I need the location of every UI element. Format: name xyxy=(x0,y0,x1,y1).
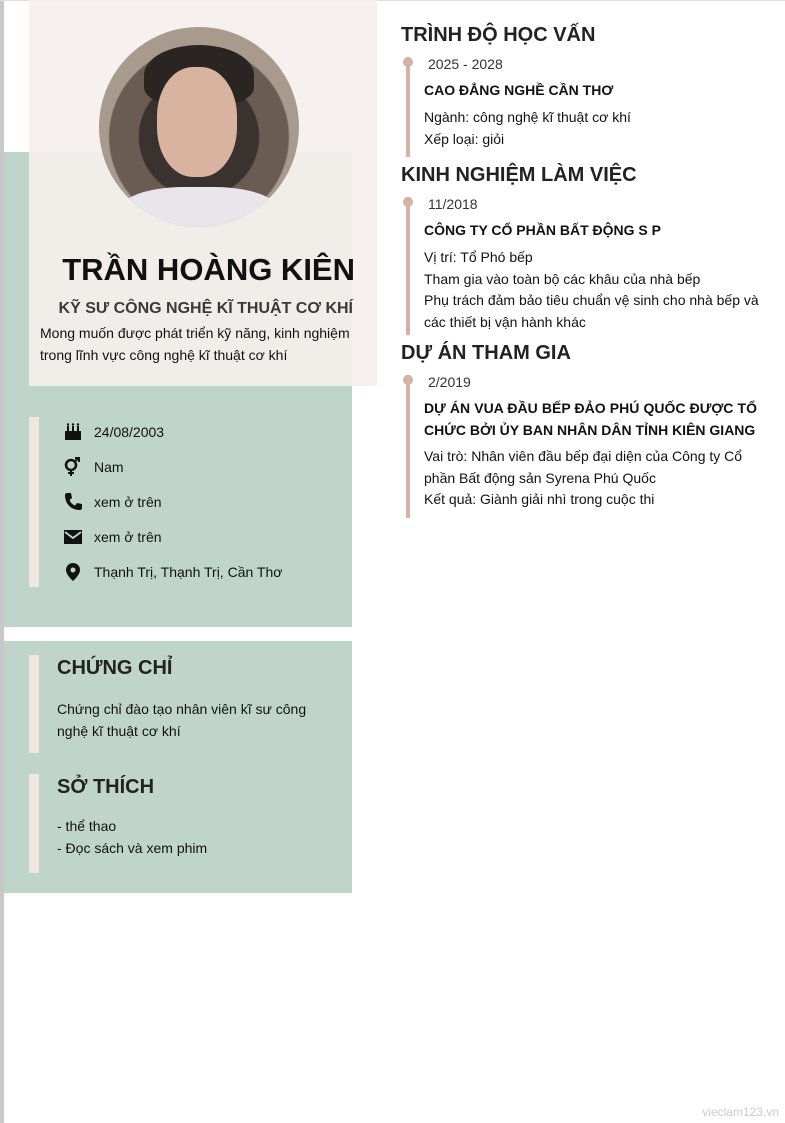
education-details xyxy=(424,107,759,150)
contact-birthday xyxy=(63,422,164,442)
contact-info xyxy=(29,417,329,587)
hobby-item: - Đọc sách và xem phim xyxy=(57,840,208,856)
contact-address xyxy=(63,562,282,582)
experience-heading: KINH NGHIỆM LÀM VIỆC xyxy=(401,164,637,186)
phone-text: xem ở trên xyxy=(94,494,162,510)
education-school: CAO ĐẲNG NGHỀ CẦN THƠ xyxy=(424,82,614,98)
experience-details xyxy=(424,247,759,333)
career-objective: Mong muốn được phát triển kỹ năng, kinh nghiệm trong lĩnh vực công nghệ kĩ thuật cơ khí xyxy=(40,325,350,363)
certificates-text: Chứng chỉ đào tạo nhân viên kĩ sư công nghệ kĩ thuật cơ khí xyxy=(57,701,307,739)
hobbies-section xyxy=(29,774,207,873)
experience-company: CÔNG TY CỔ PHẦN BẤT ĐỘNG S P xyxy=(424,222,661,238)
email-icon xyxy=(63,527,83,547)
experience-line: Tham gia vào toàn bộ các khâu của nhà bếp xyxy=(424,270,701,287)
contact-gender xyxy=(63,457,124,477)
hobby-item: - thể thao xyxy=(57,818,117,834)
project-name: DỰ ÁN VUA ĐẦU BẾP ĐẢO PHÚ QUỐC ĐƯỢC TỔ CHỨC BỞI ỦY BAN NHÂN DÂN TỈNH KIÊN GIANG xyxy=(424,400,757,438)
experience-line: Vị trí: Tổ Phó bếp xyxy=(424,249,533,265)
contact-email xyxy=(63,527,162,547)
projects-heading: DỰ ÁN THAM GIA xyxy=(401,342,571,364)
education-line: Xếp loại: giỏi xyxy=(424,130,505,147)
education-timeline xyxy=(406,57,410,157)
address-text: Thạnh Trị, Thạnh Trị, Cần Thơ xyxy=(94,564,283,580)
location-pin-icon xyxy=(63,562,83,582)
education-date: 2025 - 2028 xyxy=(428,56,503,72)
birthday-text: 24/08/2003 xyxy=(94,424,165,440)
gender-text: Nam xyxy=(94,459,124,475)
experience-timeline xyxy=(406,197,410,335)
education-line: Ngành: công nghệ kĩ thuật cơ khí xyxy=(424,109,631,125)
certificates-section xyxy=(29,655,327,753)
education-heading: TRÌNH ĐỘ HỌC VẤN xyxy=(401,24,596,46)
experience-date: 11/2018 xyxy=(428,196,478,212)
email-text: xem ở trên xyxy=(94,529,162,545)
experience-line: Phụ trách đảm bảo tiêu chuẩn vệ sinh cho nhà bếp và các thiết bị vận hành khác xyxy=(424,292,759,330)
project-line: Kết quả: Giành giải nhì trong cuộc thi xyxy=(424,491,655,507)
certificates-heading: CHỨNG CHỈ xyxy=(57,657,173,679)
projects-timeline xyxy=(406,375,410,518)
job-title: KỸ SƯ CÔNG NGHỆ KĨ THUẬT CƠ KHÍ xyxy=(58,300,353,317)
hobbies-heading: SỞ THÍCH xyxy=(57,776,155,798)
avatar xyxy=(99,27,299,227)
project-details xyxy=(424,446,759,511)
project-date: 2/2019 xyxy=(428,374,471,390)
gender-icon xyxy=(63,457,83,477)
project-line: Vai trò: Nhân viên đầu bếp đại diện của Công ty Cổ phần Bất động sản Syrena Phú Quốc xyxy=(424,448,743,486)
cake-icon xyxy=(63,422,83,442)
candidate-name: TRẦN HOÀNG KIÊN xyxy=(62,252,355,287)
phone-icon xyxy=(63,492,83,512)
watermark: vieclam123.vn xyxy=(702,1105,779,1119)
contact-phone xyxy=(63,492,162,512)
